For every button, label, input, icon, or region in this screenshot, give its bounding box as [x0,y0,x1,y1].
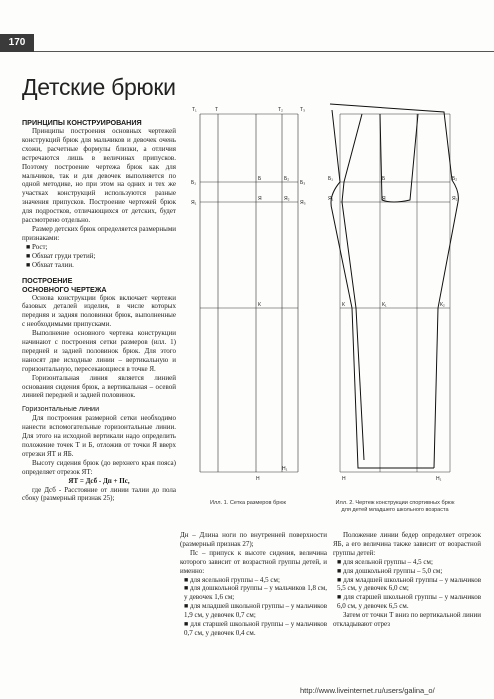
paragraph: Основа конструкции брюк включает чертежи базовых деталей изделия, в числе которых передняя и задняя половинки брюк, выполненные с необходимыми припусками. [22,293,176,329]
fig1-label-t2: Т₂ [278,107,283,113]
page-title: Детские брюки [22,74,176,100]
fig2-label-b2: Б₂ [452,176,458,182]
list-item: ■ для старшей школьной группы – у мальчиков 6,0 см, у девочек 6,5 см. [337,593,481,611]
list-item: ■ Обхват груди третий; [26,251,96,260]
fig2-label-ya: Я [382,196,386,202]
figure-2-caption-line1: Илл. 2. Чертеж конструкции спортивных брюк [335,500,455,506]
fig1-label-b2: Б₂ [284,176,290,182]
figure-pattern-drawing [322,100,472,492]
fig1-label-ya2: Я₂ [284,196,290,202]
formula: ЯТ = Дсб - Дп + Пс, [68,476,130,485]
heading-horizontal-lines: Горизонтальные линии [22,404,100,414]
fig1-label-b1: Б₁ [191,180,196,186]
paragraph: Горизонтальная линия является линией основания сидения брюк, а вертикальная – осевой линией передней и задней половинок. [22,373,176,400]
paragraph: Для построения размерной сетки необходимо нанести вспомогательные горизонтальные линии. Для этого на исходной вертикали надо определить положение точек Т и Б, отложив от точки Я вверх отрезки ЯТ и ЯБ. [22,414,176,458]
fig2-label-ya1: Я₁ [328,196,334,202]
paragraph: Положение линии бедер определяет отрезок ЯБ, а его величина также зависит от возрастной группы детей: [333,531,481,557]
fig1-label-t1: Т₁ [192,107,197,113]
list-item: ■ Рост; [26,242,48,251]
fig1-label-n1: Н₁ [282,466,288,472]
paragraph: Пс – припуск к высоте сидения, величина которого зависит от возрастной группы детей, и именно: [180,548,327,575]
list-item: ■ Обхват талии. [26,260,74,269]
paragraph: Принципы построения основных чертежей конструкций брюк для мальчиков и девочек очень схожи, расчетные формулы близки, а отличия встречаются лишь в величинах припусков. Поэтому построение чертежа брюк как для мальчиков, так и для девочек выполняется по одной методике, но при этом на одних и тех же участках конструкций используются разные значения припусков. Построение чертежей брюк для подростков, отличающихся от детских, будет рассмотрено отдельно. [22,127,176,225]
fig2-label-b1: Б₁ [328,176,333,182]
fig2-label-b: Б [382,176,386,182]
fig1-label-k: К [258,302,261,308]
fig2-label-k1: К₁ [382,302,387,308]
list-item: ■ для дошкольной группы – у мальчиков 1,8 см, у девочек 1,6 см; [184,584,327,602]
middle-column [180,531,327,638]
paragraph: Дн – Длина ноги по внутренней поверхности (размерный признак 27); [180,531,327,548]
paragraph: Затем от точки Т вниз по вертикальной линии откладывают отрез [333,611,481,629]
paragraph: где Дсб - Расстояние от линии талии до пола сбоку (размерный признак 25); [22,485,176,503]
list-item: ■ для дошкольной группы – 5,0 см; [337,566,443,575]
header-rule [34,51,494,52]
fig2-label-n: Н [342,476,346,482]
fig1-label-ya1: Я₁ [191,200,197,206]
fig2-label-k2: К₂ [440,302,445,308]
fig1-label-b3: Б₃ [300,180,306,186]
right-column [333,531,481,629]
fig2-label-k: К [342,302,345,308]
paragraph: Размер детских брюк определяется размерными признаками: [22,224,176,242]
list-item: ■ для младшей школьной группы – у мальчиков 1,9 см, у девочек 0,7 см; [184,602,327,620]
paragraph: Выполнение основного чертежа конструкции начинают с построения сетки размеров (илл. 1) передней и задней половинок брюк. Для этого наносят две исходные линии – вертикальную и горизонтальную, пересекающиеся в точке Я. [22,329,176,373]
heading-construction-line2: ОСНОВНОГО ЧЕРТЕЖА [22,284,107,294]
list-item: ■ для ясельной группы – 4,5 см; [337,557,433,566]
figure-2-caption [320,500,470,514]
list-item: ■ для старшей школьной группы – у мальчиков 0,7 см, у девочек 0,4 см. [184,620,327,637]
fig1-label-t: Т [215,107,219,113]
fig2-label-ya2: Я₂ [452,196,458,202]
heading-construction [22,276,176,294]
figure-1-caption: Илл. 1. Сетка размеров брюк [209,500,287,506]
fig1-label-n: Н [256,476,260,482]
list-item: ■ для младшей школьной группы – у мальчиков 5,5 см, у девочек 6,0 см; [337,575,481,593]
page-number: 170 [0,34,34,52]
figure-2-caption-line2: для детей младшего школьного возраста [341,507,449,513]
fig1-label-b: Б [258,176,262,182]
fig2-label-n1: Н₁ [436,476,442,482]
heading-principles: ПРИНЦИПЫ КОНСТРУИРОВАНИЯ [22,118,142,127]
fig1-label-ya3: Я₃ [300,200,306,206]
paragraph: Высоту сидения брюк (до верхнего края пояса) определяет отрезок ЯТ: [22,458,176,476]
heading-construction-line1: ПОСТРОЕНИЕ [22,275,73,285]
fig1-label-t3: Т₃ [300,107,306,113]
fig1-label-ya: Я [258,196,262,202]
left-column [22,118,176,503]
list-item: ■ для ясельной группы – 4,5 см; [184,575,280,584]
figure-size-grid [188,100,314,492]
footer-url: http://www.liveinternet.ru/users/galina_o/ [300,686,435,695]
